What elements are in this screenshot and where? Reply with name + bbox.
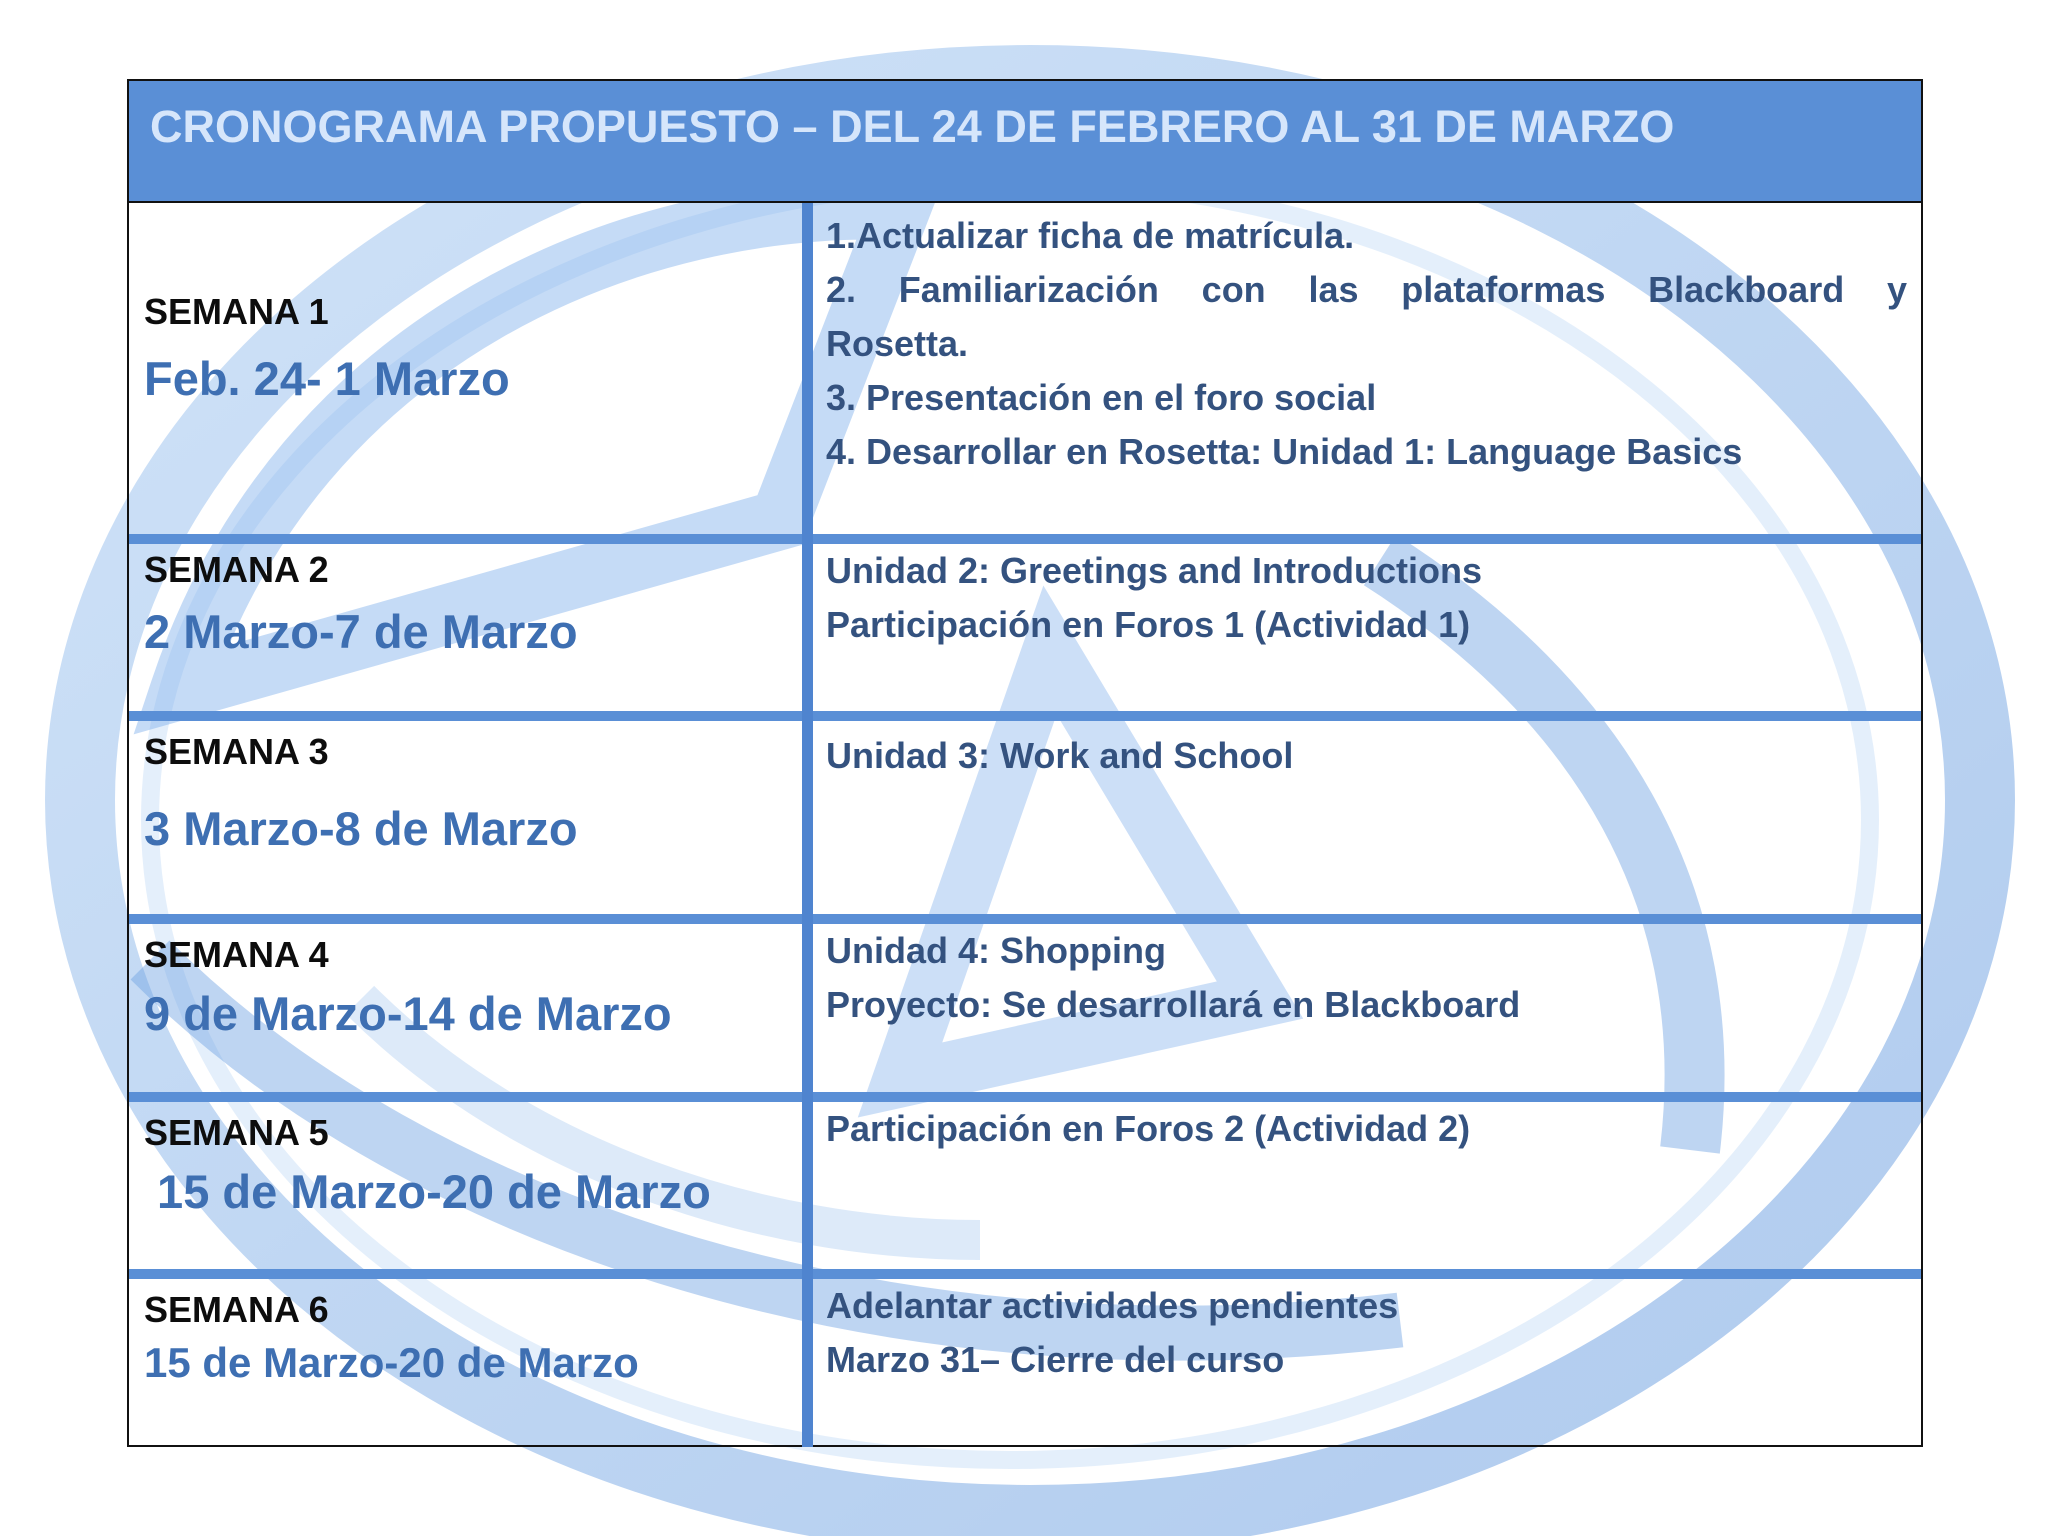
activity-item: Participación en Foros 2 (Actividad 2) — [826, 1108, 1471, 1149]
activity-item: 1.Actualizar ficha de matrícula. — [826, 215, 1355, 256]
schedule-table — [127, 79, 1923, 1447]
activity-item: Adelantar actividades pendientes — [826, 1285, 1399, 1326]
row-divider — [129, 1269, 1921, 1279]
activity-item: Unidad 3: Work and School — [826, 735, 1294, 776]
activity-item: Proyecto: Se desarrollará en Blackboard — [826, 984, 1521, 1025]
activity-item: Marzo 31– Cierre del curso — [826, 1339, 1285, 1380]
activity-item: 4. Desarrollar en Rosetta: Unidad 1: Language Basics — [826, 431, 1743, 472]
activity-item: Participación en Foros 1 (Actividad 1) — [826, 604, 1471, 645]
activity-item: Unidad 4: Shopping — [826, 930, 1166, 971]
row-divider — [129, 534, 1921, 544]
week-label: SEMANA 1 — [144, 291, 329, 332]
week-dates: 15 de Marzo-20 de Marzo — [144, 1165, 711, 1218]
week-activities-1 — [826, 209, 1907, 479]
activity-item: 2. Familiarización con las plataformas Blackboard y — [826, 269, 1907, 310]
week-dates: 9 de Marzo-14 de Marzo — [144, 987, 672, 1040]
activity-item: 3. Presentación en el foro social — [826, 377, 1377, 418]
week-activities-2 — [826, 544, 1907, 652]
week-label: SEMANA 6 — [144, 1289, 329, 1330]
activity-item: Rosetta. — [826, 323, 969, 364]
week-activities-6 — [826, 1279, 1907, 1387]
week-label: SEMANA 4 — [144, 934, 329, 975]
week-dates: 2 Marzo-7 de Marzo — [144, 605, 578, 658]
schedule-header — [129, 81, 1921, 203]
week-dates: 3 Marzo-8 de Marzo — [144, 802, 578, 855]
schedule-title: CRONOGRAMA PROPUESTO – DEL 24 DE FEBRERO AL 31 DE MARZO — [150, 101, 1675, 152]
week-label: SEMANA 5 — [144, 1112, 329, 1153]
row-divider — [129, 914, 1921, 924]
row-divider — [129, 1092, 1921, 1102]
week-dates: Feb. 24- 1 Marzo — [144, 352, 510, 405]
week-dates: 15 de Marzo-20 de Marzo — [144, 1339, 639, 1386]
week-label: SEMANA 3 — [144, 731, 329, 772]
week-activities-3 — [826, 729, 1907, 783]
week-activities-5 — [826, 1102, 1907, 1156]
activity-item: Unidad 2: Greetings and Introductions — [826, 550, 1483, 591]
week-label: SEMANA 2 — [144, 549, 329, 590]
row-divider — [129, 711, 1921, 721]
week-activities-4 — [826, 924, 1907, 1032]
